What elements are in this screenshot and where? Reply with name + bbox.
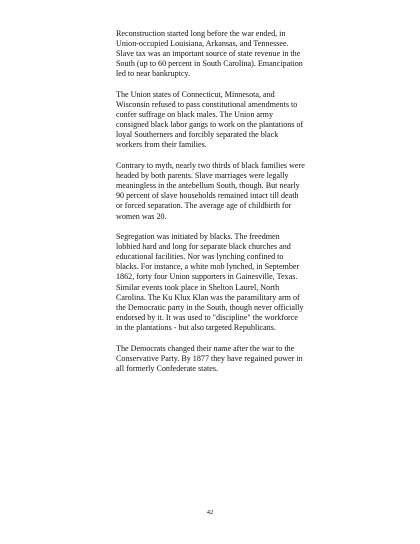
page-number: 42 — [206, 509, 214, 516]
paragraph-black-families: Contrary to myth, nearly two thirds of black families were headed by both parents. Slave marriages were legally meaningless in the antebellum South, though. But nearly 90 percent of slave households remained intact till death or forced separation. The average age of childbirth for women was 20. — [116, 161, 305, 221]
paragraph-segregation: Segregation was initiated by blacks. The freedmen lobbied hard and long for separate black churches and educational facilities. Nor was lynching confined to blacks. For instance, a white mob lynched, in September 1862, forty four Union supporters in Gainesville, Texas. Similar events took place in Shelton Laurel, North Carolina. The Ku Klux Klan was the paramilitary arm of the Democratic party in the South, though never officially endorsed by it. It was used to "discipline" the workforce in the plantations - but also targeted Republicans. — [116, 232, 304, 332]
paragraph-union-states: The Union states of Connecticut, Minnesota, and Wisconsin refused to pass constitutional amendments to confer suffrage on black males. The Union army consigned black labor gangs to work on the plantations of loyal Southerners and forcibly separated the black workers from their families. — [116, 89, 304, 150]
paragraph-democrats: The Democrats changed their name after the war to the Conservative Party. By 1877 they have regained power in all formerly Confederate states. — [116, 343, 303, 373]
paragraph-reconstruction: Reconstruction started long before the war ended, in Union-occupied Louisiana, Arkansas, and Tennessee. Slave tax was an important source of state revenue in the South (up to 60 percent in South Carolina). Emancipation led to near bankruptcy. — [116, 29, 303, 79]
page-body-text — [116, 29, 321, 384]
